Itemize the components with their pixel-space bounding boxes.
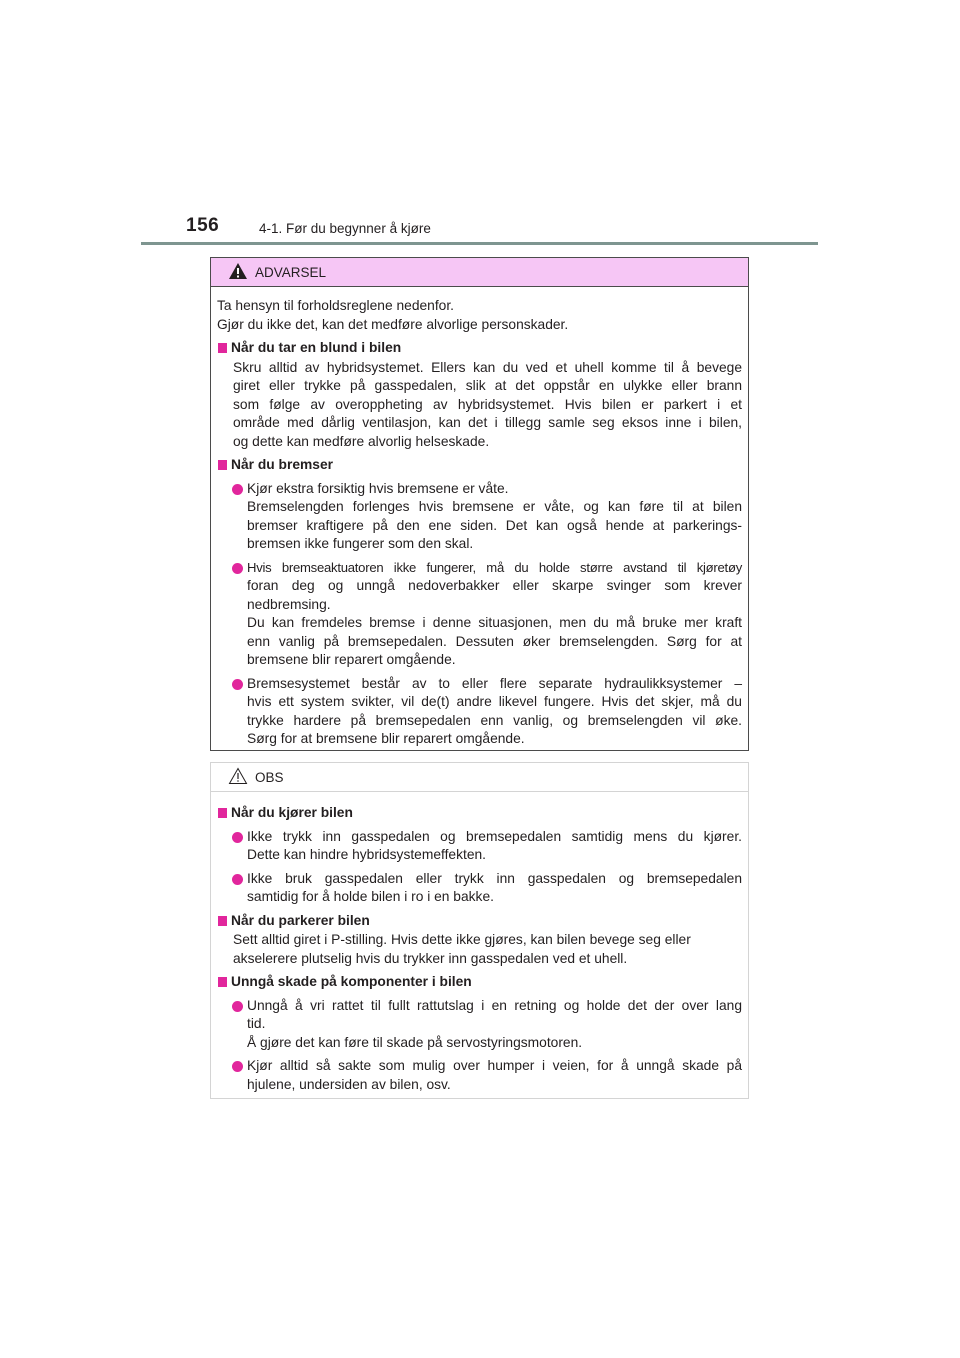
list-item: Bremsesystemet består av to eller flere separate hydraulikksystemer – hvis ett system svikter, vil de(t) andre likevel fungere. Hvis det skjer, må du trykke hardere på bremsepedalen enn vanlig, og bremselengden vil øke. Sørg for at bremsene blir reparert omgående.	[217, 675, 742, 749]
warning-body	[211, 287, 748, 749]
square-bullet-icon	[217, 976, 228, 988]
warning-section-text: Skru alltid av hybridsystemet. Ellers kan du ved et uhell komme til å bevege giret eller trykke på gasspedalen, slik at det oppstår en ulykke eller brann som følge av overoppheting av hybridsystemet. Hvis bilen er parkert i et område med dårlig ventilasjon, kan det i tillegg samle seg eksos inne i bilen, og dette kan medføre alvorlig helseskade.	[233, 359, 742, 449]
round-bullet-icon	[232, 679, 243, 690]
warning-intro-line: Gjør du ikke det, kan det medføre alvorlige personskader.	[217, 316, 569, 332]
warning-box-header	[211, 258, 748, 287]
notice-box	[210, 762, 749, 1099]
list-item: Ikke bruk gasspedalen eller trykk inn gasspedalen og bremsepedalen samtidig for å holde bilen i ro i en bakke.	[217, 870, 742, 907]
warning-section-heading: Når du bremser	[217, 456, 742, 475]
notice-section-text: Sett alltid giret i P-stilling. Hvis dette ikke gjøres, kan bilen bevege seg eller akselerere plutselig hvis du trykker inn gasspedalen ved et uhell.	[233, 932, 691, 966]
square-bullet-icon	[217, 342, 228, 354]
list-item: Ikke trykk inn gasspedalen og bremsepedalen samtidig mens du kjører. Dette kan hindre hybridsystemeffekten.	[217, 828, 742, 865]
notice-section-heading: Når du parkerer bilen	[217, 912, 742, 931]
round-bullet-icon	[232, 484, 243, 495]
notice-section-heading: Når du kjører bilen	[217, 804, 742, 823]
list-item: Hvis bremseaktuatoren ikke fungerer, må du holde større avstand til kjøretøy foran deg og unngå nedoverbakker eller skarpe svinger som krever nedbremsing. Du kan fremdeles bremse i denne situasjonen, men du må bruke mer kraft enn vanlig på bremsepedalen. Dessuten øker bremselengden. Sørg for at bremsene blir reparert omgående.	[217, 559, 742, 670]
square-bullet-icon	[217, 459, 228, 471]
header-rule	[141, 242, 818, 245]
square-bullet-icon	[217, 807, 228, 819]
notice-box-header	[211, 763, 748, 792]
notice-section-heading: Unngå skade på komponenter i bilen	[217, 973, 742, 992]
notice-body	[211, 792, 748, 1094]
list-item: Unngå å vri rattet til fullt rattutslag i en retning og holde det der over lang tid. Å gjøre det kan føre til skade på servostyringsmotoren.	[217, 997, 742, 1053]
square-bullet-icon	[217, 915, 228, 927]
round-bullet-icon	[232, 832, 243, 843]
warning-triangle-filled-icon	[228, 262, 248, 280]
warning-title: ADVARSEL	[255, 265, 327, 280]
round-bullet-icon	[232, 563, 243, 574]
list-item: Kjør alltid så sakte som mulig over humper i veien, for å unngå skade på hjulene, undersiden av bilen, osv.	[217, 1057, 742, 1094]
warning-triangle-outline-icon	[228, 767, 248, 785]
round-bullet-icon	[232, 874, 243, 885]
section-title: 4-1. Før du begynner å kjøre	[259, 221, 431, 236]
notice-title: OBS	[255, 770, 284, 785]
round-bullet-icon	[232, 1001, 243, 1012]
list-item: Kjør ekstra forsiktig hvis bremsene er våte. Bremselengden forlenges hvis bremsene er våte, og kan føre til at bilen bremser kraftigere på den ene siden. Det kan også hende at parkerings- bremsen ikke fungerer som den skal.	[217, 480, 742, 554]
warning-intro-line: Ta hensyn til forholdsreglene nedenfor.	[217, 298, 455, 313]
round-bullet-icon	[232, 1061, 243, 1072]
page-number: 156	[186, 215, 220, 236]
warning-section-heading: Når du tar en blund i bilen	[217, 339, 742, 358]
warning-box	[210, 257, 749, 751]
